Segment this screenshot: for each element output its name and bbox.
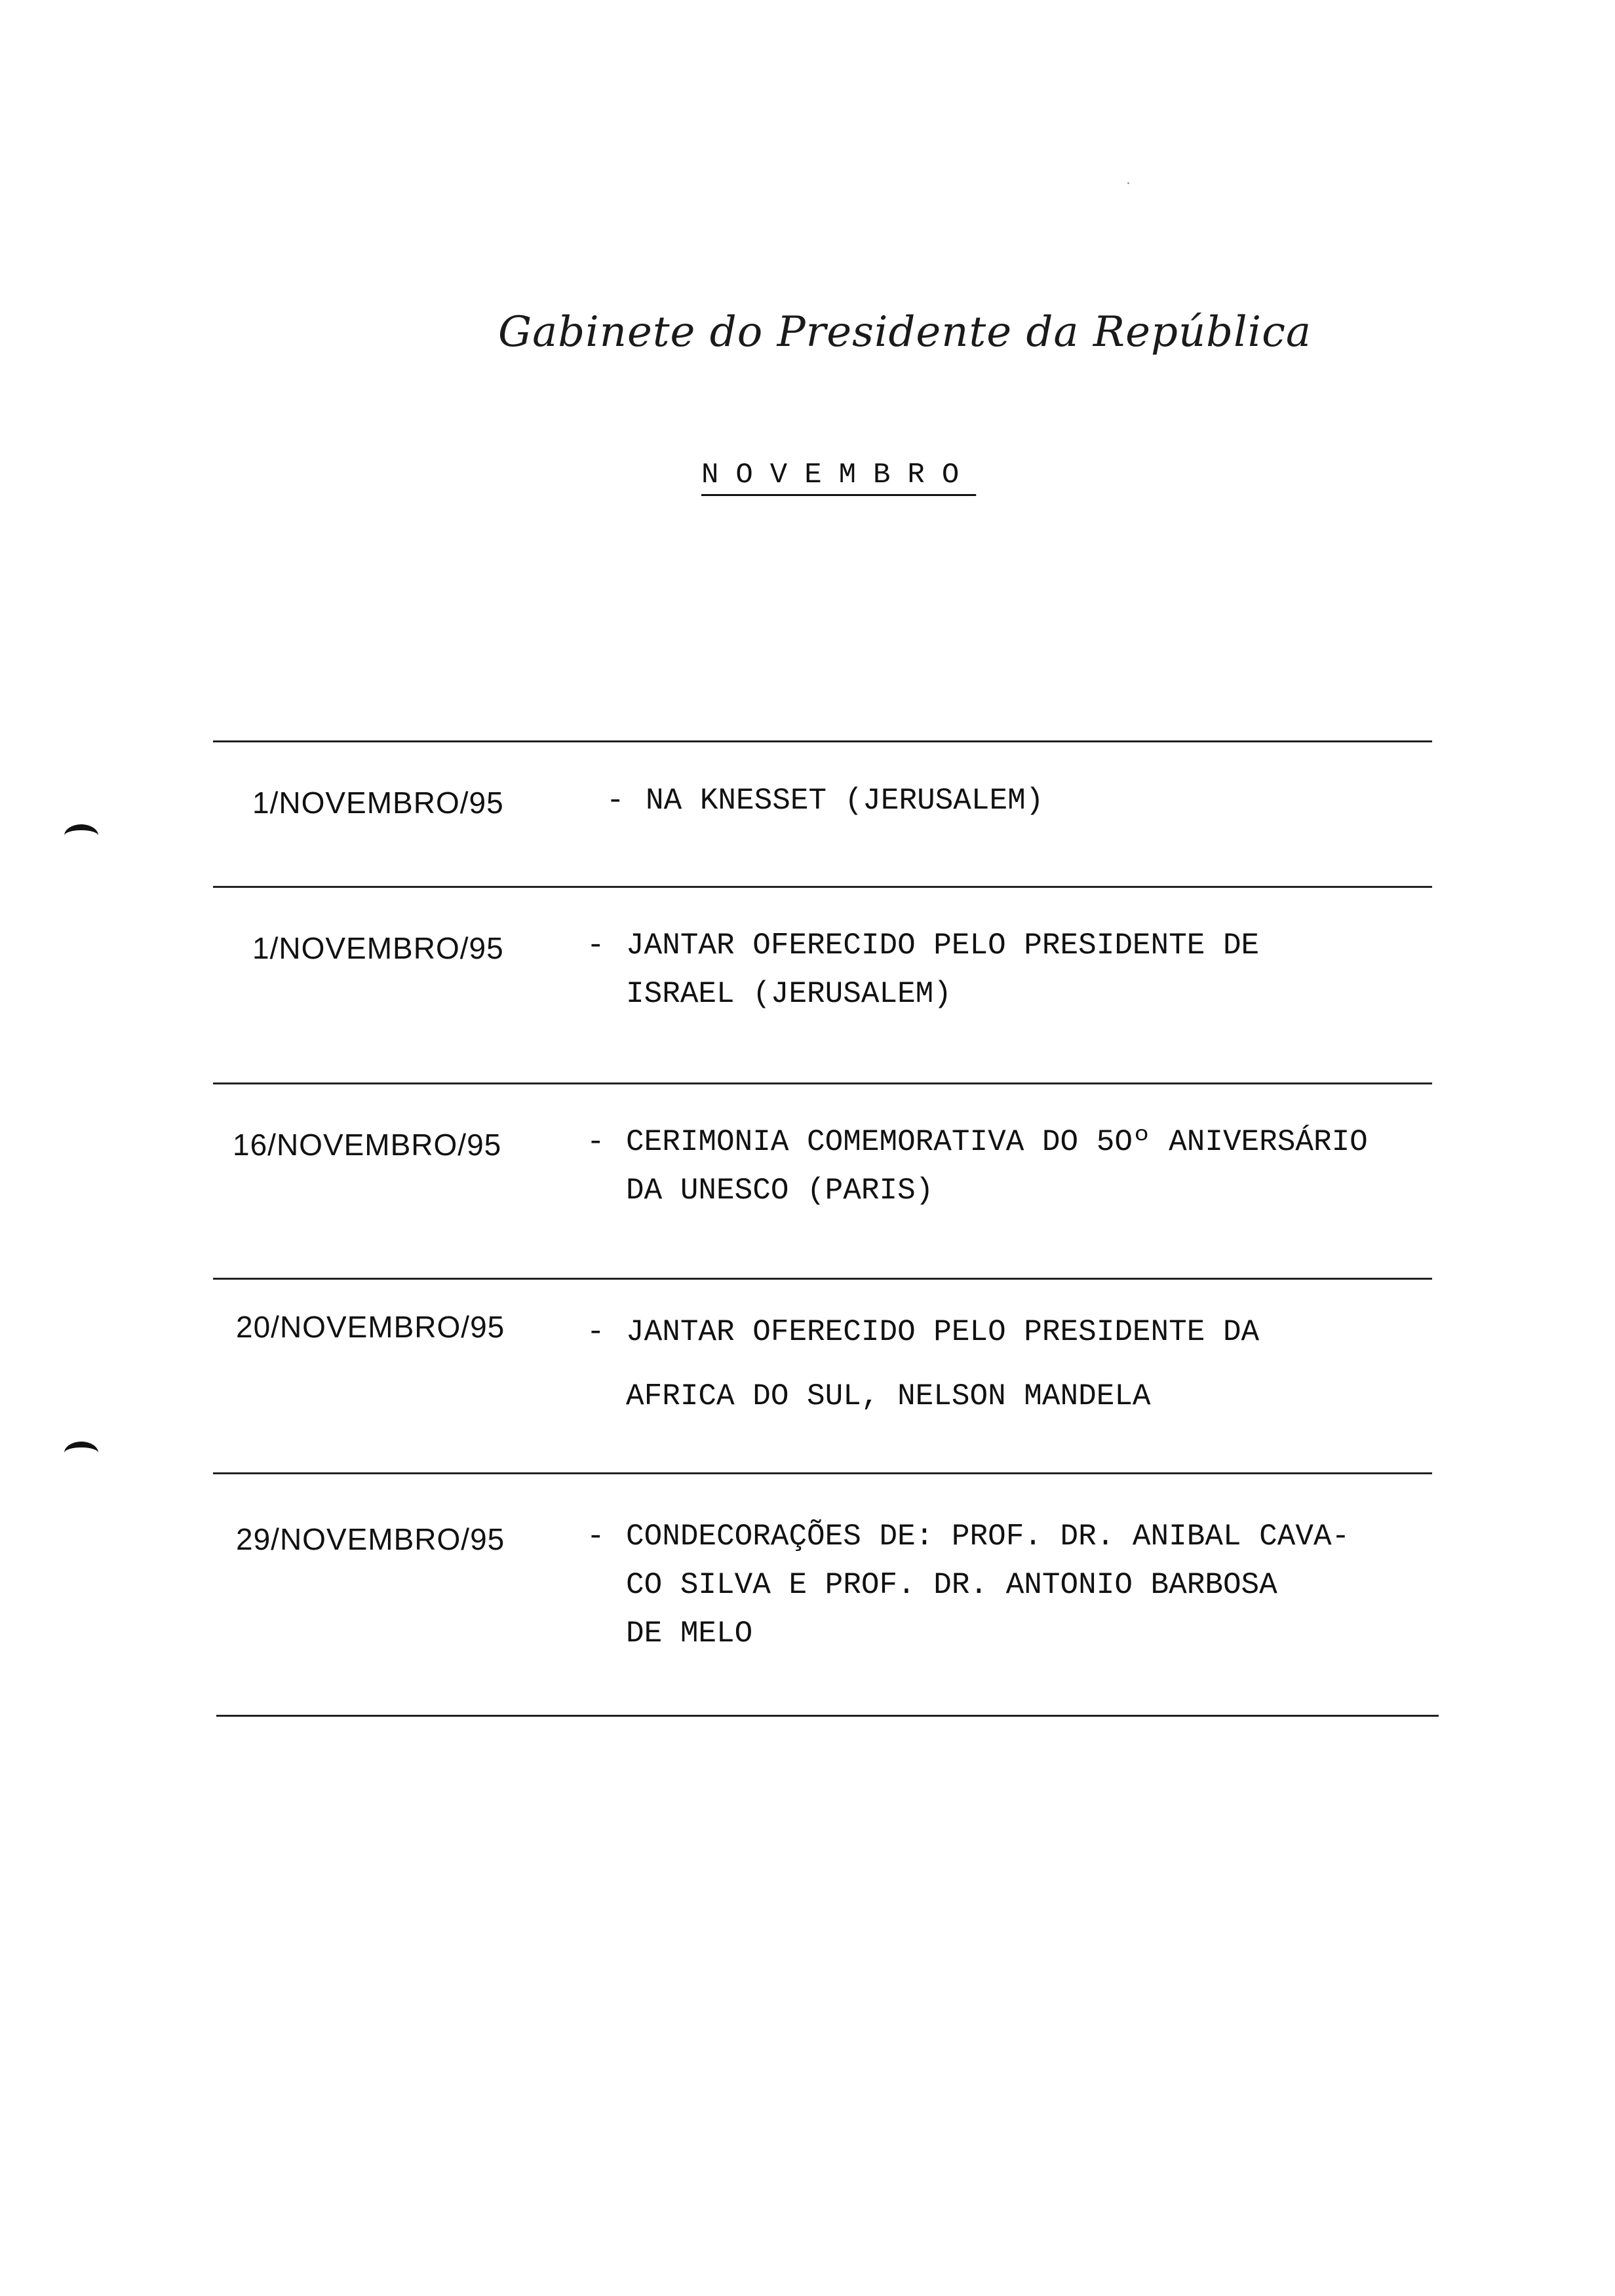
entry-date: 29/NOVEMBRO/95 <box>236 1522 505 1556</box>
table-rule <box>213 740 1432 742</box>
entry-date: 16/NOVEMBRO/95 <box>233 1128 502 1162</box>
scan-speck <box>1127 182 1129 184</box>
entry-line: JANTAR OFERECIDO PELO PRESIDENTE DA <box>626 1315 1260 1349</box>
entry-description <box>587 1118 1368 1215</box>
entry-description <box>606 776 1043 825</box>
entry-date: 1/NOVEMBRO/95 <box>252 931 504 965</box>
entry-description <box>587 1512 1350 1658</box>
letterhead-title: Gabinete do Presidente da República <box>498 308 1312 356</box>
entry-description <box>587 921 1259 1018</box>
entry-line: CONDECORAÇÕES DE: PROF. DR. ANIBAL CAVA- <box>626 1520 1350 1554</box>
entry-date: 20/NOVEMBRO/95 <box>236 1310 505 1344</box>
entry-line: JANTAR OFERECIDO PELO PRESIDENTE DE <box>626 928 1260 963</box>
table-rule <box>213 1082 1432 1084</box>
entry-line: CO SILVA E PROF. DR. ANTONIO BARBOSA <box>626 1568 1277 1602</box>
table-rule <box>213 1472 1432 1474</box>
table-rule <box>213 886 1432 888</box>
entry-line: ISRAEL (JERUSALEM) <box>626 977 952 1011</box>
entry-dash: - <box>606 784 625 818</box>
entry-dash: - <box>587 1315 605 1349</box>
table-rule <box>213 1278 1432 1280</box>
entry-dash: - <box>587 1125 605 1159</box>
entry-line: CERIMONIA COMEMORATIVA DO 5Oº ANIVERSÁRIO <box>626 1125 1368 1159</box>
entry-date: 1/NOVEMBRO/95 <box>252 786 504 820</box>
entry-line: NA KNESSET (JERUSALEM) <box>646 784 1044 818</box>
table-rule <box>216 1715 1439 1717</box>
punch-hole-mark-icon <box>64 824 98 847</box>
entry-line: DA UNESCO (PARIS) <box>626 1174 934 1208</box>
entry-description <box>587 1300 1259 1428</box>
punch-hole-mark-icon <box>64 1442 98 1464</box>
entry-dash: - <box>587 1520 605 1554</box>
month-title: NOVEMBRO <box>701 459 977 491</box>
entry-dash: - <box>587 928 605 963</box>
entry-line: DE MELO <box>626 1617 753 1651</box>
entry-line: AFRICA DO SUL, NELSON MANDELA <box>626 1379 1151 1413</box>
